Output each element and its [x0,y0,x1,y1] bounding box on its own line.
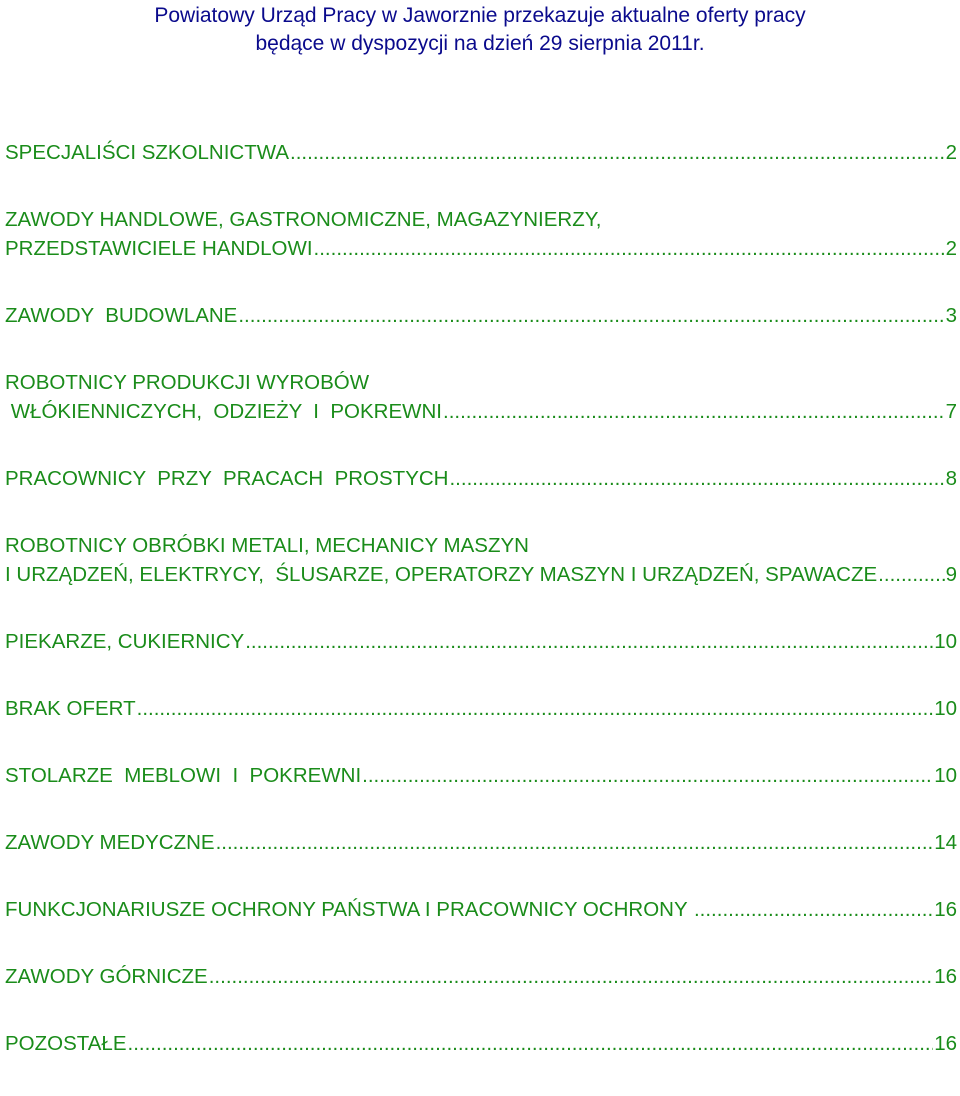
toc-dot-leader [362,761,933,790]
toc-entry-brak-ofert[interactable] [5,694,957,723]
toc-entry-pracownicy-przy-pracach-prostych[interactable] [5,464,957,493]
toc-dot-leader [449,464,944,493]
toc-entry-title: ZAWODY GÓRNICZE [5,965,208,988]
toc-page-number: 10 [934,697,957,720]
toc-dot-leader [245,627,933,656]
toc-entry-title: WŁÓKIENNICZYCH, ODZIEŻY I POKREWNI [5,400,442,423]
toc-page-number: 10 [934,764,957,787]
toc-page-number: 14 [934,831,957,854]
toc-page-number: 10 [934,630,957,653]
toc-entry-funkcjonariusze-ochrony[interactable] [5,895,957,924]
toc-page-number: 16 [934,965,957,988]
toc-entry-title: PIEKARZE, CUKIERNICY [5,630,245,653]
toc-page-number: 2 [945,237,957,260]
toc-dot-leader [290,138,945,167]
toc-entry-zawody-budowlane[interactable] [5,301,957,330]
toc-dot-leader [443,397,945,426]
toc-page-number: 16 [934,1032,957,1055]
toc-page-number: 7 [945,400,957,423]
toc-entry-title: POZOSTAŁE [5,1032,127,1055]
toc-entry-robotnicy-produkcji[interactable] [5,368,957,426]
toc-entry-title-line-1: ZAWODY HANDLOWE, GASTRONOMICZNE, MAGAZYNIERZY, [5,208,602,231]
toc-page-number: 2 [945,141,957,164]
toc-entry-title: STOLARZE MEBLOWI I POKREWNI [5,764,362,787]
toc-entry-title: I URZĄDZEŃ, ELEKTRYCY, ŚLUSARZE, OPERATORZY MASZYN I URZĄDZEŃ, SPAWACZE [5,563,878,586]
toc-dot-leader [216,828,934,857]
toc-dot-leader [694,895,933,924]
toc-dot-leader [314,234,945,263]
header-line-1: Powiatowy Urząd Pracy w Jaworznie przekazuje aktualne oferty pracy [154,4,806,27]
toc-entry-title: BRAK OFERT [5,697,136,720]
toc-entry-pozostale[interactable] [5,1029,957,1058]
toc-entry-title: ZAWODY BUDOWLANE [5,304,238,327]
toc-entry-title: ZAWODY MEDYCZNE [5,831,215,854]
toc-entry-zawody-gornicze[interactable] [5,962,957,991]
toc-entry-stolarze-meblowi[interactable] [5,761,957,790]
toc-dot-leader [137,694,934,723]
toc-entry-robotnicy-obrobki-metali[interactable] [5,531,957,589]
document-header [0,2,960,58]
toc-entry-title-line-1: ROBOTNICY PRODUKCJI WYROBÓW [5,371,370,394]
toc-dot-leader [878,560,944,589]
toc-entry-title-line-1: ROBOTNICY OBRÓBKI METALI, MECHANICY MASZYN [5,534,529,557]
toc-entry-piekarze-cukiernicy[interactable] [5,627,957,656]
toc-entry-zawody-medyczne[interactable] [5,828,957,857]
header-line-2: będące w dyspozycji na dzień 29 sierpnia 2011r. [255,32,705,55]
toc-dot-leader [238,301,944,330]
table-of-contents [5,138,957,1096]
toc-entry-specjalisci-szkolnictwa[interactable] [5,138,957,167]
toc-page-number: 3 [945,304,957,327]
toc-page-number: 16 [934,898,957,921]
toc-page-number: 8 [945,467,957,490]
toc-page-number: 9 [945,563,957,586]
toc-dot-leader [128,1029,934,1058]
toc-entry-title: PRZEDSTAWICIELE HANDLOWI [5,237,313,260]
toc-entry-title: FUNKCJONARIUSZE OCHRONY PAŃSTWA I PRACOWNICY OCHRONY [5,898,693,921]
toc-dot-leader [209,962,933,991]
toc-entry-zawody-handlowe[interactable] [5,205,957,263]
toc-entry-title: SPECJALIŚCI SZKOLNICTWA [5,141,290,164]
toc-entry-title: PRACOWNICY PRZY PRACACH PROSTYCH [5,467,449,490]
